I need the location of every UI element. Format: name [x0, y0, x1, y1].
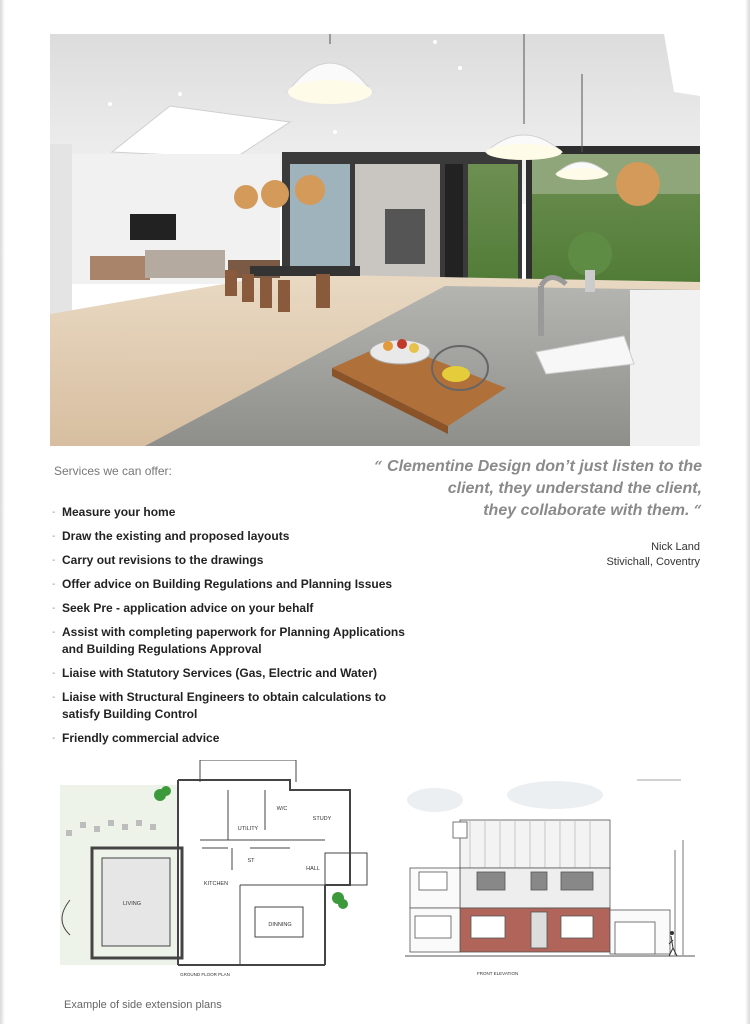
front-elevation-drawing: [405, 760, 695, 985]
service-item: - Friendly commercial advice: [52, 730, 422, 747]
quote-open-mark: “: [374, 459, 383, 475]
quote-attribution: [520, 540, 700, 570]
service-item: - Assist with completing paperwork for Planning Applications and Building Regulations Approval: [52, 624, 422, 658]
room-label-utility: UTILITY: [237, 826, 259, 832]
quote-location: Stivichall, Coventry: [606, 556, 700, 568]
room-label-st: ST: [247, 858, 255, 864]
service-item: - Liaise with Structural Engineers to obtain calculations to satisfy Building Control: [52, 689, 422, 723]
ground-floor-plan: [60, 760, 370, 985]
room-label-hall: HALL: [306, 866, 320, 872]
room-label-dining: DINNING: [268, 922, 292, 928]
hero-photo: [50, 34, 700, 446]
elevation-title: FRONT ELEVATION: [477, 971, 519, 976]
service-item: - Seek Pre - application advice on your behalf: [52, 600, 422, 617]
plans-caption: Example of side extension plans: [64, 999, 222, 1011]
page-edge-right: [745, 0, 750, 1024]
room-label-study: STUDY: [312, 816, 332, 822]
service-list: [52, 504, 422, 754]
quote-text: they collaborate with them.: [483, 502, 690, 519]
service-item: - Measure your home: [52, 504, 422, 521]
floor-plan-title: GROUND FLOOR PLAN: [180, 972, 230, 977]
service-item: - Liaise with Statutory Services (Gas, Electric and Water): [52, 665, 422, 682]
quote-line-3: [340, 500, 702, 522]
quote-author: Nick Land: [651, 541, 700, 553]
room-label-living: LIVING: [122, 901, 142, 907]
service-item: - Draw the existing and proposed layouts: [52, 528, 422, 545]
testimonial-quote: [340, 456, 702, 522]
quote-line-2: client, they understand the client,: [447, 480, 702, 497]
services-heading: Services we can offer:: [54, 464, 172, 478]
quote-line-1: [340, 456, 702, 478]
room-label-kitchen: KITCHEN: [203, 881, 229, 887]
page-edge-left: [0, 0, 5, 1024]
service-item: - Offer advice on Building Regulations and Planning Issues: [52, 576, 422, 593]
quote-text: Clementine Design don’t just listen to the: [387, 458, 702, 475]
quote-close-mark: “: [693, 503, 702, 519]
room-label-wc: W/C: [276, 806, 288, 812]
service-item: - Carry out revisions to the drawings: [52, 552, 422, 569]
